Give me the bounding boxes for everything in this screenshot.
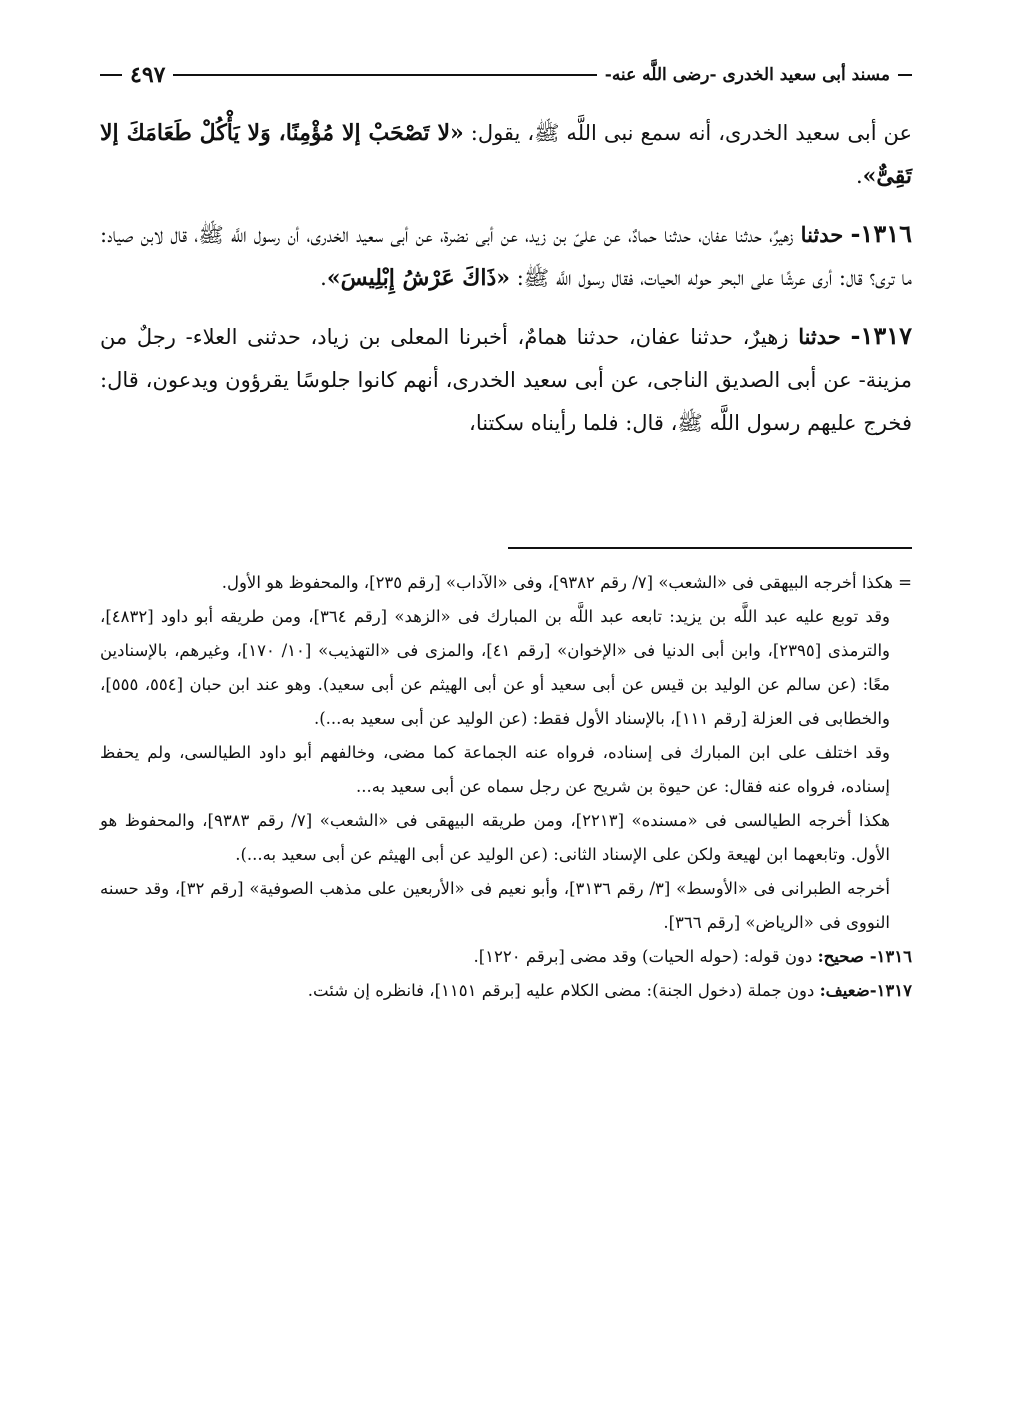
header-rule xyxy=(173,74,596,76)
footnote-text: هكذا أخرجه البيهقى فى «الشعب» [٧/ رقم ٩٣٨٢]، وفى «الآداب» [رقم ٢٣٥]، والمحفوظ هو الأول. xyxy=(221,573,893,592)
hadith-opening: حدثنا xyxy=(798,324,841,349)
grading-label: ١٣١٧-ضعيف: xyxy=(819,981,912,1000)
hadith-number: ١٣١٦- xyxy=(850,219,912,248)
grading-1317 xyxy=(100,974,912,1008)
footnote-paragraph: أخرجه الطبرانى فى «الأوسط» [٣/ رقم ٣١٣٦]، وأبو نعيم فى «الأربعين على مذهب الصوفية» [رقم ٣٢]، وقد حسنه النووى فى «الرياض» [رقم ٣٦٦]. xyxy=(100,879,891,932)
footnote-paragraph xyxy=(100,566,912,600)
continuation-mark: = xyxy=(892,573,912,592)
page-number: ٤٩٧ xyxy=(130,62,166,88)
hadith-1316 xyxy=(100,212,912,300)
grading-text: دون جملة (دخول الجنة): مضى الكلام عليه [برقم ١١٥١]، فانظره إن شئت. xyxy=(307,981,820,1000)
grading-1316 xyxy=(100,940,912,974)
hadith-1317 xyxy=(100,314,912,445)
paragraph-text: عن أبى سعيد الخدرى، أنه سمع نبى اللَّه ﷺ، يقول: xyxy=(463,121,912,145)
header-title: مسند أبى سعيد الخدرى -رضى اللَّه عنه- xyxy=(604,65,890,85)
footnote-paragraph: هكذا أخرجه الطيالسى فى «مسنده» [٢٢١٣]، ومن طريقه البيهقى فى «الشعب» [٧/ رقم ٩٣٨٣]، والمحفوظ هو الأول. وتابعهما ابن لهيعة ولكن على الإسناد الثانى: (عن الوليد عن أبى الهيثم عن أبى سعيد به...). xyxy=(100,811,890,864)
hadith-text: زهيرٌ، حدثنا عفان، حدثنا همامٌ، أخبرنا المعلى بن زياد، حدثنى العلاء- رجلٌ من مزينة- عن أبى الصديق الناجى، عن أبى سعيد الخدرى، أنهم كانوا جلوسًا يقرؤون ويدعون، قال: فخرج عليهم رسول اللَّه ﷺ، قال: فلما رأيناه سكتنا، xyxy=(100,325,912,435)
header-dash-left xyxy=(100,74,122,76)
hadith-number: ١٣١٧- xyxy=(850,321,912,350)
grading-text: دون قوله: (حوله الحيات) وقد مضى [برقم ١٢٢٠]. xyxy=(473,947,818,966)
hadith-text: زهيرٌ، حدثنا عفان، حدثنا حمادٌ، عن علىّ بن زيد، عن أبى نضرة، عن أبى سعيد الخدرى، أن رسول اللَّه ﷺ، قال لابن صياد: ما ترى؟ قال: أرى عرشًا على البحر حوله الحيات، فقال رسول اللَّه ﷺ: xyxy=(100,223,912,290)
hadith-end: . xyxy=(320,266,327,290)
footnote-paragraph: وقد توبع عليه عبد اللَّه بن يزيد: تابعه عبد اللَّه بن المبارك فى «الزهد» [رقم ٣٦٤]، ومن طريقه أبو داود [٤٨٣٢]، والترمذى [٢٣٩٥]، وابن أبى الدنيا فى «الإخوان» [رقم ٤١]، والمزى فى «التهذيب» [١٠/ ١٧٠]، وغيرهم، بالإسنادين معًا: (عن سالم عن الوليد بن قيس عن أبى سعيد أو عن أبى الهيثم عن أبى سعيد). وهو عند ابن حبان [٥٥٤، ٥٥٥]، والخطابى فى العزلة [رقم ١١١]، بالإسناد الأول فقط: (عن الوليد عن أبى سعيد به...). xyxy=(100,607,890,728)
footnote-paragraph: وقد اختلف على ابن المبارك فى إسناده، فرواه عنه الجماعة كما مضى، وخالفهم أبو داود الطيالسى، ولم يحفظ إسناده، فرواه عنه فقال: عن حيوة بن شريح عن رجل سماه عن أبى سعيد به... xyxy=(100,743,890,796)
hadith-quote: «ذَاكَ عَرْشُ إِبْلِيسَ» xyxy=(326,265,511,291)
continued-paragraph xyxy=(100,112,912,198)
hadith-quote: «لا تَصْحَبْ إلا مُؤْمِنًا، وَلا يَأْكُلْ طَعَامَكَ إلا تَقِىٌّ» xyxy=(100,120,912,189)
header-dash-right xyxy=(898,74,912,76)
main-text xyxy=(100,112,912,459)
paragraph-end: . xyxy=(855,164,863,188)
running-header xyxy=(100,58,912,92)
grading-label: ١٣١٦- صحيح: xyxy=(817,947,912,966)
hadith-opening: حدثنا xyxy=(800,222,844,247)
footnote-separator xyxy=(508,547,912,549)
footnotes xyxy=(100,566,912,1008)
